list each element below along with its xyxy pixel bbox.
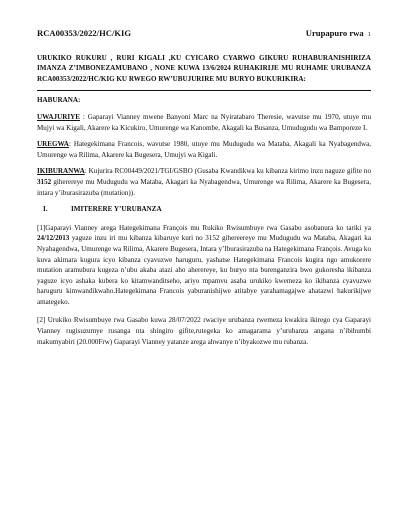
subject-matter-text-start: : Kujurira RC00449/2021/TGI/GSBO (Gusaba Kwandikwa ku kibanza kirimo inzu naguze gifite no — [84, 167, 371, 176]
court-intro: URUKIKO RUKURU , RURI KIGALI ,KU CYICARO CYARWO GIKURU RUHABURANISHIRIZA IMANZA Z’IMBONEZAMUBANO , NONE KUWA 13/6/2024 RUHAKIRIJE MU RUHAME URUBANZA RCA00353/2022/HC/KIG KU RWEGO RW’UBUJURIRE MU BURYO BUKURIKIRA: — [37, 53, 371, 83]
section-heading — [37, 204, 371, 215]
intro-divider — [37, 90, 371, 91]
paragraph-1-rest: yaguze inzu iri mu kibanza kibaruye kuri no 3152 gihereereye mu Mudugudu wa Mataba, Akagari ka Nyabagendwa, Umurenge wa Rilima, Akarere Bugesera, Intara y’Iburasirazuba na Hategekimana François. Avuga ko kuva akimara kugura icyo kibanza cyavuzwe haruguru, yashatse Hategekimana Francois kugira ngo amukorere mutation aramubura kugeza n’ubu akaba atazi aho aherereye, ku buryo nta burenganzira bwo gukoresha ikibanza yaguze icyo ashaka kubera ko kitamwanditseho, ariyo mpamvu asaba urukiko kwemeza ko ikibanza cyavuzwe haruguru kimwandikwaho.Hategekimana Francois yaburanishijwe atitabye yarahamagajwe ahatazwi hakurikijwe amategeko. — [37, 234, 371, 306]
subject-matter-label: IKIBURANWA — [37, 167, 85, 176]
appellant-details: : Gaparayi Vianney mwene Banyoni Marc na Nyiratabaro Theresie, wavutse mu 1970, utuye mu Mujyi wa Kigali, Akarere ka Kicukiro, Umurenge wa Kanombe, Akagali ka Busanza, Umudugudu wa Bamporeze I. — [37, 112, 371, 132]
respondent-entry — [37, 139, 371, 160]
respondent-label: UREGWA — [37, 140, 69, 149]
subject-matter-text-end: giherereye mu Mudugudu wa Mataba, Akagari ka Nyabagendwa, Umurenge wa Rilima, Akarere ka Bugesera, intara y’iburasirazuba (mutation)). — [37, 177, 371, 197]
paragraph-2: [2] Urukiko Rwisumbuye rwa Gasabo kuwa 28/07/2022 rwaciye urubanza rwemeza kwakira ikirego cya Gaparayi Vianney rugisuzumye rusanga nta shingiro gifite,rutegeka ko amagarama y’urubanza angana n’ibihumbi makumyabiri (20.000Frw) Gaparayi Vianney yatanze arega ahwanye n’ibyakozwe mu rubanza. — [37, 316, 371, 346]
subject-matter-entry — [37, 166, 371, 198]
section-numeral: I. — [43, 205, 48, 214]
respondent-details: : Hategekimana Francois, wavutse 1980, utuye mu Mudugudu wa Mataba, Akagali ka Nyabagendwa, Umurenge wa Rilima, Akarere ka Bugesera, Umujyi wa Kigali. — [37, 140, 371, 159]
page-label: Urupapuro rwa — [305, 28, 364, 38]
page-indicator — [306, 28, 371, 41]
purchase-date: 24/12/2013 — [37, 234, 70, 243]
page-number: 1 — [367, 31, 371, 38]
appellant-label: UWAJURIYE — [37, 112, 80, 121]
section-title: IMITERERE Y’URUBANZA — [71, 205, 162, 214]
appellant-entry — [37, 112, 371, 133]
case-number: RCA00353/2022/HC/KIG — [37, 28, 132, 38]
paragraph-1-start: [1]Gaparayi Vianney arega Hategekimana François mu Rukiko Rwisumbuye rwa Gasabo asobanura ko tariki ya — [37, 223, 371, 232]
paragraph-1 — [37, 223, 371, 308]
parties-heading: HABURANA: — [37, 96, 81, 105]
page-header — [37, 28, 371, 41]
plot-number: 3152 — [37, 177, 52, 186]
